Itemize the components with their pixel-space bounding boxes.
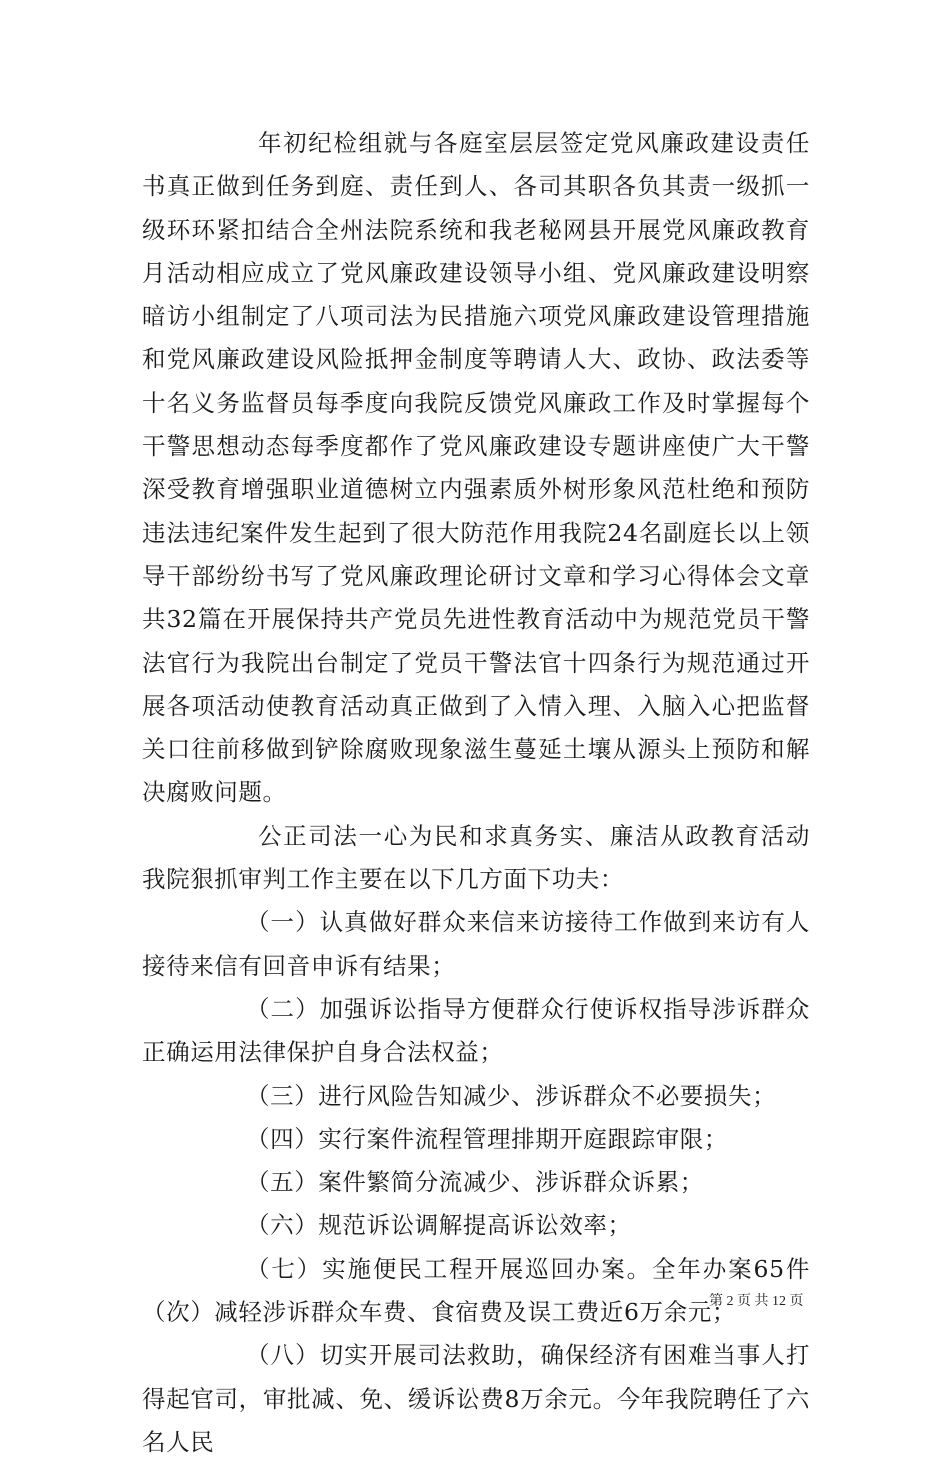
document-body bbox=[142, 122, 810, 1464]
list-item-6: （六）规范诉讼调解提高诉讼效率； bbox=[246, 1211, 632, 1240]
list-item-4: （四）实行案件流程管理排期开庭跟踪审限； bbox=[246, 1124, 728, 1153]
paragraph-judicial-work-intro: 公正司法一心为民和求真务实、廉洁从政教育活动我院狠抓审判工作主要在以下几方面下功夫： bbox=[142, 821, 810, 894]
page-number: 第 2 页 共 12 页 bbox=[709, 1294, 804, 1309]
list-item-3: （三）进行风险告知减少、涉诉群众不必要损失； bbox=[246, 1081, 777, 1110]
paragraph-discipline-inspection: 年初纪检组就与各庭室层层签定党风廉政建设责任书真正做到任务到庭、责任到人、各司其职各负其责一级抓一级环环紧扣结合全州法院系统和我老秘网县开展党风廉政教育月活动相应成立了党风廉政建设领导小组、党风廉政建设明察暗访小组制定了八项司法为民措施六项党风廉政建设管理措施和党风廉政建设风险抵押金制度等聘请人大、政协、政法委等十名义务监督员每季度向我院反馈党风廉政工作及时掌握每个干警思想动态每季度都作了党风廉政建设专题讲座使广大干警深受教育增强职业道德树立内强素质外树形象风范杜绝和预防违法违纪案件发生起到了很大防范作用我院24名副庭长以上领导干部纷纷书写了党风廉政理论研讨文章和学习心得体会文章共32篇在开展保持共产党员先进性教育活动中为规范党员干警法官行为我院出台制定了党员干警法官十四条行为规范通过开展各项活动使教育活动真正做到了入情入理、入脑入心把监督关口往前移做到铲除腐败现象滋生蔓延土壤从源头上预防和解决腐败问题。 bbox=[142, 129, 810, 807]
list-item-1: （一）认真做好群众来信来访接待工作做到来访有人接待来信有回音申诉有结果； bbox=[142, 908, 810, 980]
list-item-5: （五）案件繁简分流减少、涉诉群众诉累； bbox=[246, 1168, 704, 1197]
list-item-7: （七）实施便民工程开展巡回办案。全年办案65件（次）减轻涉诉群众车费、食宿费及误工费近6万余元； bbox=[142, 1254, 810, 1327]
list-item-2: （二）加强诉讼指导方便群众行使诉权指导涉诉群众正确运用法律保护自身合法权益； bbox=[142, 994, 810, 1067]
list-item-8: （八）切实开展司法救助，确保经济有困难当事人打得起官司，审批减、免、缓诉讼费8万余元。今年我院聘任了六名人民 bbox=[142, 1341, 810, 1456]
